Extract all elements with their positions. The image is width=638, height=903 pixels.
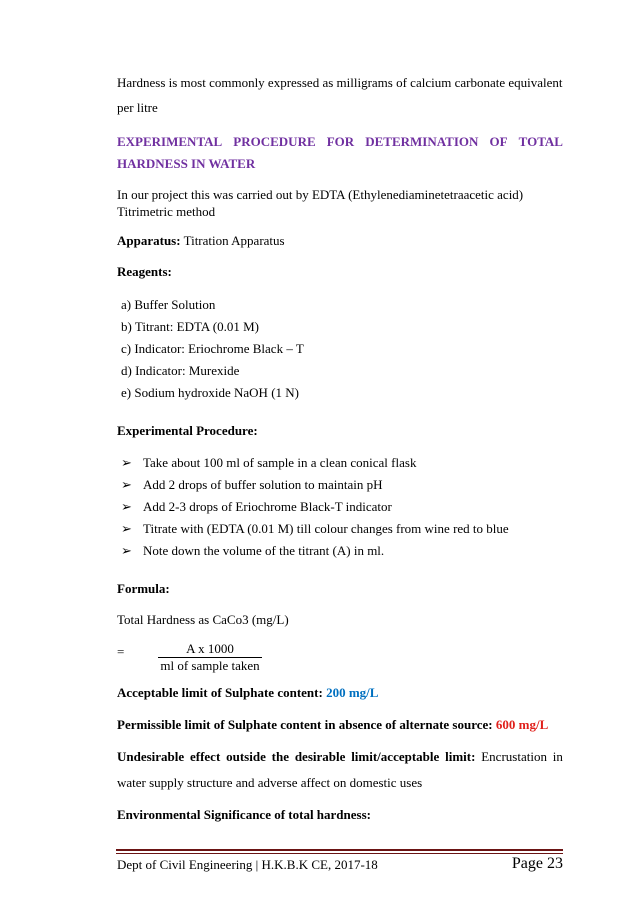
heading-word: OF bbox=[489, 134, 508, 149]
procedure-step-text: Add 2 drops of buffer solution to maintain pH bbox=[143, 477, 383, 492]
procedure-step bbox=[121, 543, 384, 559]
undesirable-word: limit/acceptable bbox=[351, 749, 440, 764]
footer-rule bbox=[116, 849, 563, 851]
formula-denominator: ml of sample taken bbox=[160, 658, 260, 673]
formula-label: Formula: bbox=[117, 581, 170, 596]
apparatus-line bbox=[117, 233, 285, 249]
procedure-step-text: Take about 100 ml of sample in a clean conical flask bbox=[143, 455, 417, 470]
procedure-step-text: Note down the volume of the titrant (A) in ml. bbox=[143, 543, 385, 558]
procedure-step bbox=[121, 477, 383, 493]
reagent-item: e) Sodium hydroxide NaOH (1 N) bbox=[121, 385, 299, 400]
reagents-label: Reagents: bbox=[117, 264, 172, 279]
section-heading-line-2: HARDNESS IN WATER bbox=[117, 156, 256, 171]
arrow-bullet-icon: ➢ bbox=[121, 543, 132, 558]
arrow-bullet-icon: ➢ bbox=[121, 477, 132, 492]
permissible-limit-line bbox=[117, 717, 548, 733]
undesirable-word: desirable bbox=[294, 749, 346, 764]
heading-word: PROCEDURE bbox=[233, 134, 316, 149]
undesirable-word: outside bbox=[226, 749, 266, 764]
section-heading-line-1 bbox=[117, 134, 563, 150]
footer-department: Dept of Civil Engineering | H.K.B.K CE, 2017-18 bbox=[117, 857, 378, 872]
undesirable-word: Undesirable bbox=[117, 749, 185, 764]
procedure-step bbox=[121, 499, 392, 515]
procedure-step bbox=[121, 521, 509, 537]
apparatus-value: Titration Apparatus bbox=[180, 233, 285, 248]
formula-title: Total Hardness as CaCo3 (mg/L) bbox=[117, 612, 289, 627]
permissible-limit-value: 600 mg/L bbox=[495, 717, 549, 732]
procedure-step-text: Titrate with (EDTA (0.01 M) till colour changes from wine red to blue bbox=[143, 521, 509, 536]
footer-rule-thin bbox=[116, 853, 563, 854]
undesirable-word: Encrustation bbox=[481, 749, 547, 764]
acceptable-limit-value: 200 mg/L bbox=[326, 685, 379, 700]
reagent-item: a) Buffer Solution bbox=[121, 297, 216, 312]
formula-equals: = bbox=[117, 644, 125, 659]
acceptable-limit-label: Acceptable limit of Sulphate content: bbox=[117, 685, 327, 700]
heading-word: DETERMINATION bbox=[365, 134, 479, 149]
heading-word: FOR bbox=[326, 134, 355, 149]
intro-text: Hardness is most commonly expressed as milligrams of calcium carbonate equivalent bbox=[117, 75, 563, 90]
arrow-bullet-icon: ➢ bbox=[121, 521, 132, 536]
undesirable-line-2: water supply structure and adverse affect on domestic uses bbox=[117, 775, 423, 790]
heading-word: EXPERIMENTAL bbox=[117, 134, 223, 149]
procedure-step bbox=[121, 455, 416, 471]
apparatus-label: Apparatus: bbox=[117, 233, 181, 248]
undesirable-line-1 bbox=[117, 749, 563, 765]
method-line-1: In our project this was carried out by EDTA (Ethylenediaminetetraacetic acid) bbox=[117, 187, 524, 202]
arrow-bullet-icon: ➢ bbox=[121, 499, 132, 514]
undesirable-word: in bbox=[552, 749, 563, 764]
permissible-limit-label: Permissible limit of Sulphate content in absence of alternate source: bbox=[117, 717, 496, 732]
formula-numerator: A x 1000 bbox=[186, 641, 234, 656]
procedure-label: Experimental Procedure: bbox=[117, 423, 258, 438]
reagent-item: c) Indicator: Eriochrome Black – T bbox=[121, 341, 304, 356]
acceptable-limit-line bbox=[117, 685, 378, 701]
arrow-bullet-icon: ➢ bbox=[121, 455, 132, 470]
procedure-step-text: Add 2-3 drops of Eriochrome Black-T indicator bbox=[143, 499, 392, 514]
reagent-item: b) Titrant: EDTA (0.01 M) bbox=[121, 319, 259, 334]
intro-line-1 bbox=[117, 75, 563, 91]
undesirable-word: the bbox=[271, 749, 289, 764]
footer-page-number: Page 23 bbox=[511, 855, 563, 872]
undesirable-word: effect bbox=[189, 749, 221, 764]
environmental-significance-heading: Environmental Significance of total hardness: bbox=[117, 807, 371, 822]
undesirable-word: limit: bbox=[445, 749, 476, 764]
intro-line-2: per litre bbox=[117, 100, 158, 115]
method-line-2: Titrimetric method bbox=[117, 204, 216, 219]
reagent-item: d) Indicator: Murexide bbox=[121, 363, 240, 378]
heading-word: TOTAL bbox=[518, 134, 563, 149]
